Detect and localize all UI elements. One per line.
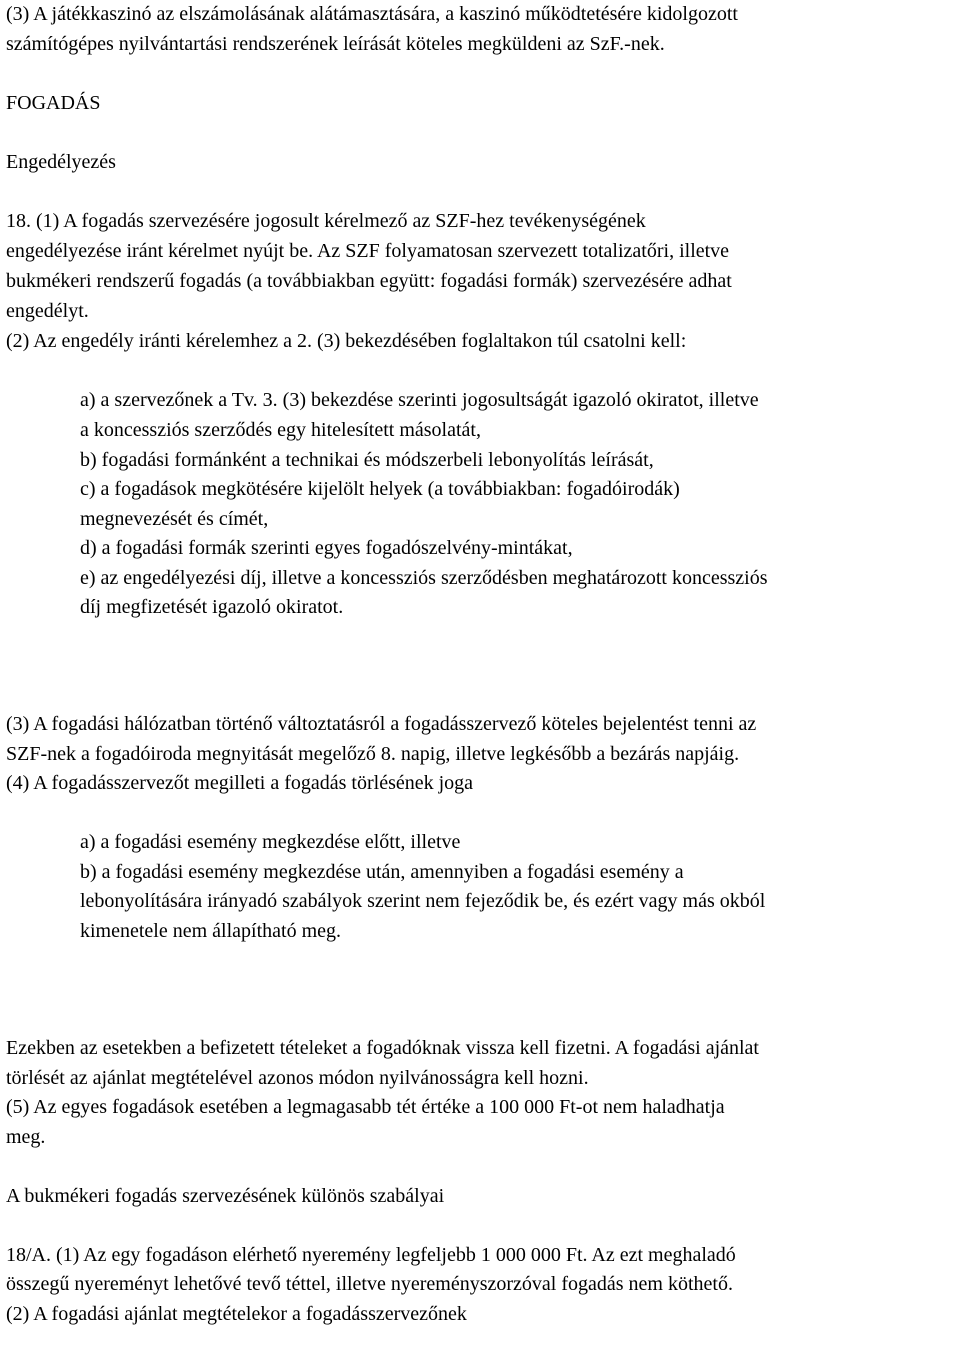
paragraph-line: (3) A játékkaszinó az elszámolásának alátámasztására, a kaszinó működtetésére kidolgozott xyxy=(6,3,738,25)
list-item: megnevezését és címét, xyxy=(80,508,269,530)
paragraph-line: engedélyt. xyxy=(6,300,89,322)
paragraph-line: (3) A fogadási hálózatban történő változtatásról a fogadásszervező köteles bejelentést tenni az xyxy=(6,713,757,735)
paragraph-line: meg. xyxy=(6,1126,46,1148)
list-item: b) fogadási formánként a technikai és módszerbeli lebonyolítás leírását, xyxy=(80,449,654,471)
list-item: díj megfizetését igazoló okiratot. xyxy=(80,596,344,618)
paragraph-line: engedélyezése iránt kérelmet nyújt be. Az SZF folyamatosan szervezett totalizatőri, illetve xyxy=(6,240,730,262)
paragraph-line: (2) A fogadási ajánlat megtételekor a fogadásszervezőnek xyxy=(6,1303,467,1325)
list-item: lebonyolítására irányadó szabályok szerint nem fejeződik be, és ezért vagy más okból xyxy=(80,890,766,912)
paragraph-line: Ezekben az esetekben a befizetett tételeket a fogadóknak vissza kell fizetni. A fogadási ajánlat xyxy=(6,1037,759,1059)
list-item: kimenetele nem állapítható meg. xyxy=(80,920,342,942)
list-item: a koncessziós szerződés egy hitelesített másolatát, xyxy=(80,419,481,441)
list-item: e) az engedélyezési díj, illetve a koncessziós szerződésben meghatározott koncessziós xyxy=(80,567,768,589)
section-heading: FOGADÁS xyxy=(6,92,101,114)
paragraph-line: összegű nyereményt lehetővé tevő téttel, illetve nyereményszorzóval fogadás nem köthető. xyxy=(6,1273,733,1295)
paragraph-line: számítógépes nyilvántartási rendszerének leírását köteles megküldeni az SzF.-nek. xyxy=(6,33,665,55)
list-item: a) a fogadási esemény megkezdése előtt, illetve xyxy=(80,831,461,853)
subsection-heading: Engedélyezés xyxy=(6,151,116,173)
subsection-heading: A bukmékeri fogadás szervezésének különös szabályai xyxy=(6,1185,445,1207)
paragraph-line: (5) Az egyes fogadások esetében a legmagasabb tét értéke a 100 000 Ft-ot nem haladhatja xyxy=(6,1096,725,1118)
list-item: a) a szervezőnek a Tv. 3. (3) bekezdése szerinti jogosultságát igazoló okiratot, illetve xyxy=(80,389,759,411)
paragraph-line: 18. (1) A fogadás szervezésére jogosult kérelmező az SZF-hez tevékenységének xyxy=(6,210,646,232)
paragraph-line: bukmékeri rendszerű fogadás (a továbbiakban együtt: fogadási formák) szervezésére adhat xyxy=(6,270,732,292)
list-item: c) a fogadások megkötésére kijelölt helyek (a továbbiakban: fogadóirodák) xyxy=(80,478,680,500)
paragraph-line: 18/A. (1) Az egy fogadáson elérhető nyeremény legfeljebb 1 000 000 Ft. Az ezt meghaladó xyxy=(6,1244,736,1266)
paragraph-line: (2) Az engedély iránti kérelemhez a 2. (3) bekezdésében foglaltakon túl csatolni kell: xyxy=(6,330,687,352)
list-item: b) a fogadási esemény megkezdése után, amennyiben a fogadási esemény a xyxy=(80,861,684,883)
list-item: d) a fogadási formák szerinti egyes fogadószelvény-mintákat, xyxy=(80,537,573,559)
paragraph-line: SZF-nek a fogadóiroda megnyitását megelőző 8. napig, illetve legkésőbb a bezárás napjáig. xyxy=(6,743,740,765)
paragraph-line: (4) A fogadásszervezőt megilleti a fogadás törlésének joga xyxy=(6,772,474,794)
paragraph-line: törlését az ajánlat megtételével azonos módon nyilvánosságra kell hozni. xyxy=(6,1067,589,1089)
